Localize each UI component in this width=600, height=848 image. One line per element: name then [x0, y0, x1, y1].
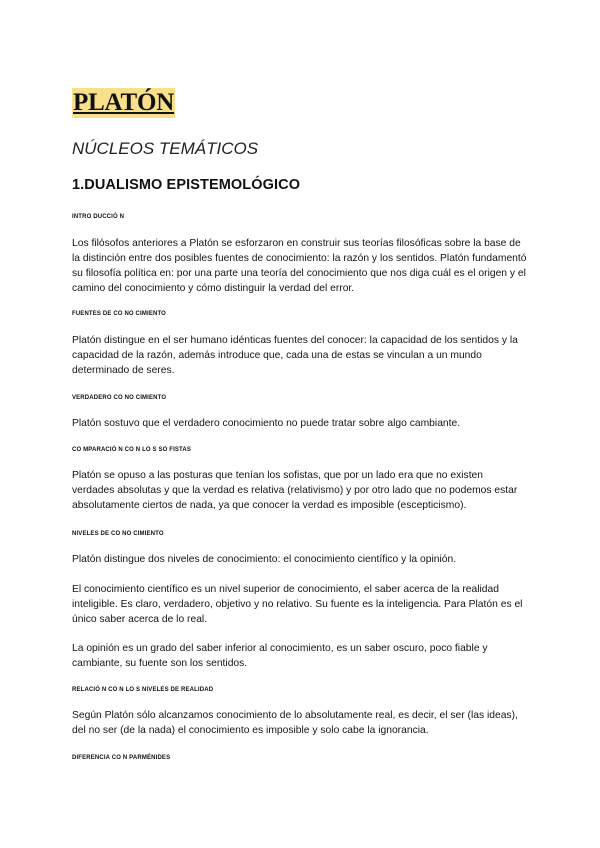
document-title: PLATÓN: [73, 89, 175, 116]
paragraph-introduccion: Los filósofos anteriores a Platón se esforzaron en construir sus teorías filosóficas sobre la base de la distinción entre dos posibles fuentes de conocimiento: la razón y los sentidos. Platón fundamentó su filosofía política en: por una parte una teoría del conocimiento que nos diga cuál es el origen y el camino del conocimiento y cómo distinguir la verdad del error.: [72, 238, 527, 294]
label-relacion: RELACIÓ N CO N LO S NIVELES DE REALIDAD: [72, 687, 214, 693]
label-verdadero: VERDADERO CO NO CIMIENTO: [72, 395, 167, 401]
paragraph-verdadero: Platón sostuvo que el verdadero conocimiento no puede tratar sobre algo cambiante.: [72, 418, 461, 429]
label-parmenides: DIFERENCIA CO N PARMÉNIDES: [72, 755, 171, 761]
paragraph-niveles-2: El conocimiento científico es un nivel superior de conocimiento, el saber acerca de la realidad inteligible. Es claro, verdadero, objetivo y no relativo. Su fuente es la inteligencia. Para Platón es el único saber acerca de lo real.: [72, 584, 523, 625]
document-subtitle: NÚCLEOS TEMÁTICOS: [72, 139, 259, 158]
label-fuentes: FUENTES DE CO NO CIMIENTO: [72, 311, 166, 317]
label-sofistas: CO MPARACIÓ N CO N LO S SO FISTAS: [72, 447, 192, 453]
paragraph-relacion: Según Platón sólo alcanzamos conocimiento de lo absolutamente real, es decir, el ser (las ideas), del no ser (de la nada) el conocimiento es imposible y solo cabe la ignorancia.: [72, 710, 518, 736]
label-niveles: NIVELES DE CO NO CIMIENTO: [72, 531, 164, 537]
label-introduccion: INTRO DUCCIÓ N: [72, 214, 125, 220]
section-heading: 1.DUALISMO EPISTEMOLÓGICO: [72, 177, 301, 193]
paragraph-fuentes: Platón distingue en el ser humano idénticas fuentes del conocer: la capacidad de los sentidos y la capacidad de la razón, además introduce que, cada una de estas se vinculan a un mundo determinado de seres.: [72, 335, 518, 376]
paragraph-niveles-1: Platón distingue dos niveles de conocimiento: el conocimiento científico y la opinión.: [72, 554, 457, 565]
paragraph-sofistas: Platón se opuso a las posturas que tenían los sofistas, que por un lado era que no existen verdades absolutas y que la verdad es relativa (relativismo) y por otro lado que no podemos estar absolutamente ciertos de nada, ya que conocer la verdad es imposible (escepticismo).: [72, 470, 518, 511]
paragraph-niveles-3: La opinión es un grado del saber inferior al conocimiento, es un saber oscuro, poco fiable y cambiante, su fuente son los sentidos.: [72, 643, 488, 669]
